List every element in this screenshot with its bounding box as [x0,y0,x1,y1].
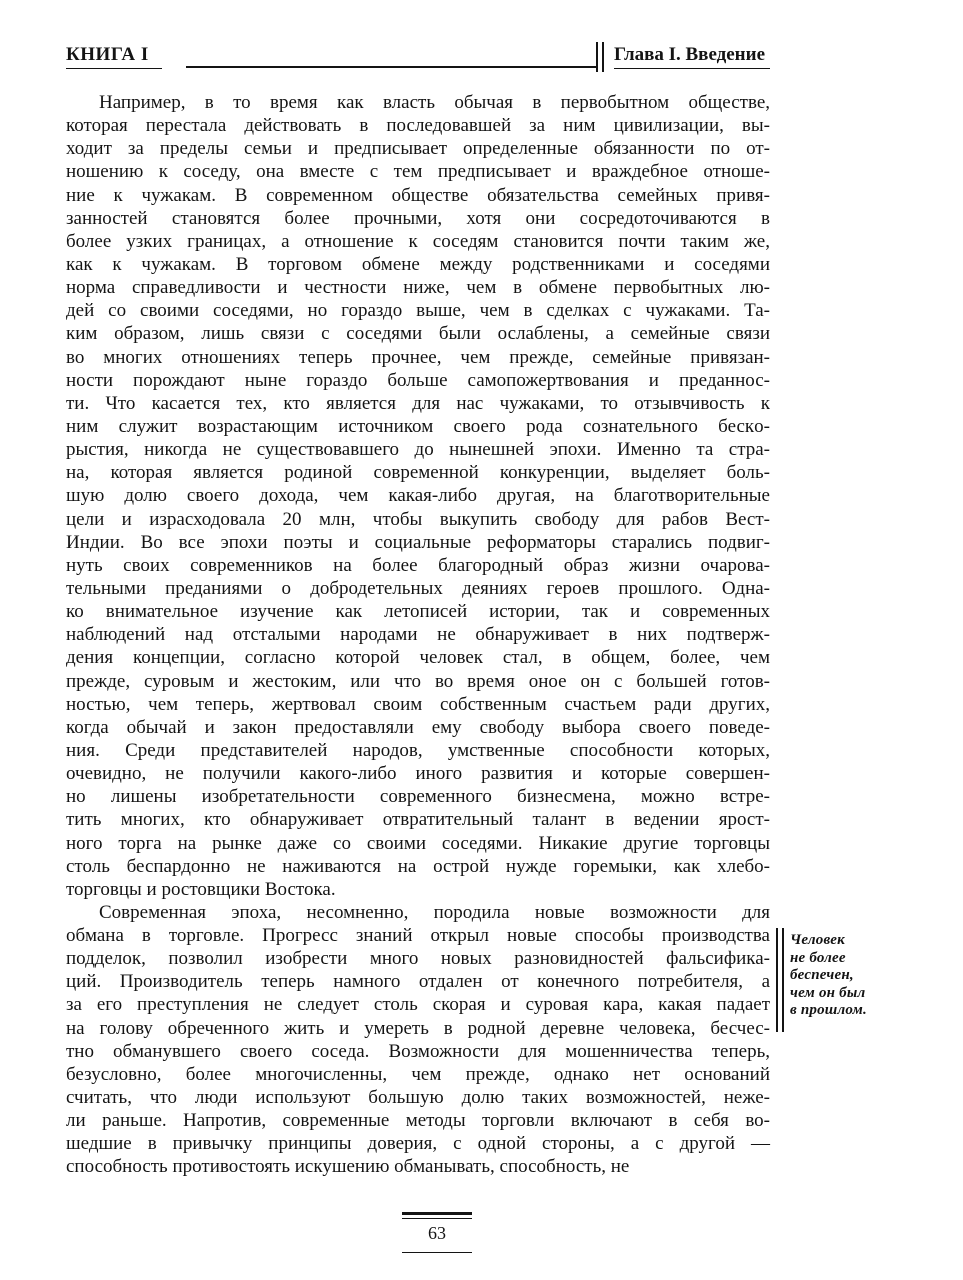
body-line: ходит за пределы семьи и предписывает определенные обязанности по от- [66,138,770,160]
body-line: шедшие в привычку принципы доверия, с одной стороны, а с другой — [66,1133,770,1155]
margin-note-line: Человек [790,932,845,948]
body-line: во многих отношениях теперь прочнее, чем прежде, семейные привязан- [66,346,770,368]
body-line: когда обычай и закон предоставляли ему свободу выбора своего поведе- [66,716,770,738]
body-line: но лишены изобретательности современного бизнесмена, можно встре- [66,786,770,808]
header-right-underline [614,68,770,69]
body-line: более узких границах, а отношение к соседям становится почти таким же, [66,230,770,252]
body-line: дей со своими соседями, но гораздо выше, чем в сделках с чужаками. Та- [66,300,770,322]
body-line: на голову обреченного жить и умереть в родной деревне человека, бесчес- [66,1017,770,1039]
body-line: Например, в то время как власть обычая в первобытном обществе, [99,92,770,113]
body-line: дения концепции, согласно которой человек стал, в общем, более, чем [66,647,770,669]
body-line: тельными преданиями о добродетельных деяниях героев прошлого. Однa- [66,577,770,599]
body-line: подделок, позволил изобрести много новых разновидностей фальсифика- [66,948,770,970]
body-line: наблюдений над отсталыми народами не обнаруживает в них подтверж- [66,624,770,646]
body-line: торговцы и ростовщики Востока. [66,878,336,900]
body-line: ким образом, лишь связи с соседями были ослаблены, а семейные связи [66,323,770,345]
margin-note [790,932,900,1020]
body-line: рыстия, никогда не существовавшего до нынешней эпохи. Именно та стра- [66,439,770,461]
body-line: безусловно, более многочисленны, чем прежде, однако нет оснований [66,1063,770,1085]
body-line: очевидно, не получили какого-либо иного развития и которые совершен- [66,763,770,785]
margin-note-line: чем он был [790,984,866,1001]
body-text [66,91,770,1179]
body-line: ностью, чем теперь, жертвовал своим собственным счастьем ради других, [66,693,770,715]
body-line: ного торга на рынке даже со своими соседями. Никакие другие торговцы [66,832,770,854]
header-left-underline [66,68,162,69]
body-line: ко внимательное изучение как летописей истории, так и современных [66,601,770,623]
body-line: тить многих, кто обнаруживает отвратительный талант в ведении ярост- [66,809,770,831]
header-rule [186,66,596,68]
body-line: ние к чужакам. В современном обществе обязательства семейных привя- [66,184,770,206]
body-line: ности порождают ныне гораздо больше самопожертвования и преданнос- [66,369,770,391]
margin-note-line: не более [790,949,846,966]
body-line: Индии. Во все эпохи поэты и социальные реформаторы старались подвиг- [66,531,770,553]
body-line: занностей становятся более прочными, хотя они сосредоточиваются в [66,207,770,229]
body-line: нуть своих современников на более благородный образ жизни очарова- [66,554,770,576]
margin-note-line: в прошлом. [790,1002,867,1018]
footer-rule-thick [402,1212,472,1215]
footer-rule-thin [402,1218,472,1219]
page-number: 63 [428,1223,446,1243]
body-line: ния. Среди представителей народов, умственные способности которых, [66,739,770,761]
running-header-book: КНИГА I [66,44,149,65]
body-line: за его преступления не следует столь скорая и суровая кара, какая падает [66,994,770,1016]
body-line: тно обманувшего своего соседа. Возможности для мошенничества теперь, [66,1040,770,1062]
body-line: столь беспардонно не наживаются на острой нужде горемыки, как хлебо- [66,855,770,877]
body-line: обмана в торговле. Прогресс знаний открыл новые способы производства [66,925,770,947]
body-line: которая перестала действовать в последовавшей за ним цивилизации, вы- [66,115,770,137]
body-line: шую долю своего дохода, чем какая-либо другая, на благотворительные [66,485,770,507]
body-line: цели и израсходовала 20 млн, чтобы выкупить свободу для рабов Вест- [66,508,770,530]
body-line: прежде, суровым и жестоким, или что во время оное он с большей готов- [66,670,770,692]
body-line: Современная эпоха, несомненно, породила новые возможности для [99,901,770,923]
body-line: ним служит возрастающим источником своего рода сознательного бескo- [66,415,770,437]
margin-note-bar [776,928,784,1032]
body-line: ли раньше. Напротив, современные методы торговли включают в себя во- [66,1110,770,1132]
footer-rule-bottom [402,1252,472,1253]
body-line: ций. Производитель теперь намного отдален от конечного потребителя, а [66,971,770,993]
running-header-chapter: Глава I. Введение [614,44,765,65]
body-line: ношению к соседу, она вместе с тем предписывает и враждебное отноше- [66,161,770,183]
margin-note-line: беспечен, [790,967,854,983]
body-line: как к чужакам. В торговом обмене между родственниками и соседями [66,253,770,275]
body-line: норма справедливости и честности ниже, чем в обмене первобытных лю- [66,277,770,299]
header-double-bar [596,42,604,72]
body-line: на, которая является родиной современной конкуренции, выделяет боль- [66,462,770,484]
body-line: ти. Что касается тех, кто является для нас чужаками, то отзывчивость к [66,392,770,414]
body-line: считать, что люди используют большую долю таких возможностей, неже- [66,1087,770,1109]
body-line: способность противостоять искушению обманывать, способность, не [66,1156,630,1178]
